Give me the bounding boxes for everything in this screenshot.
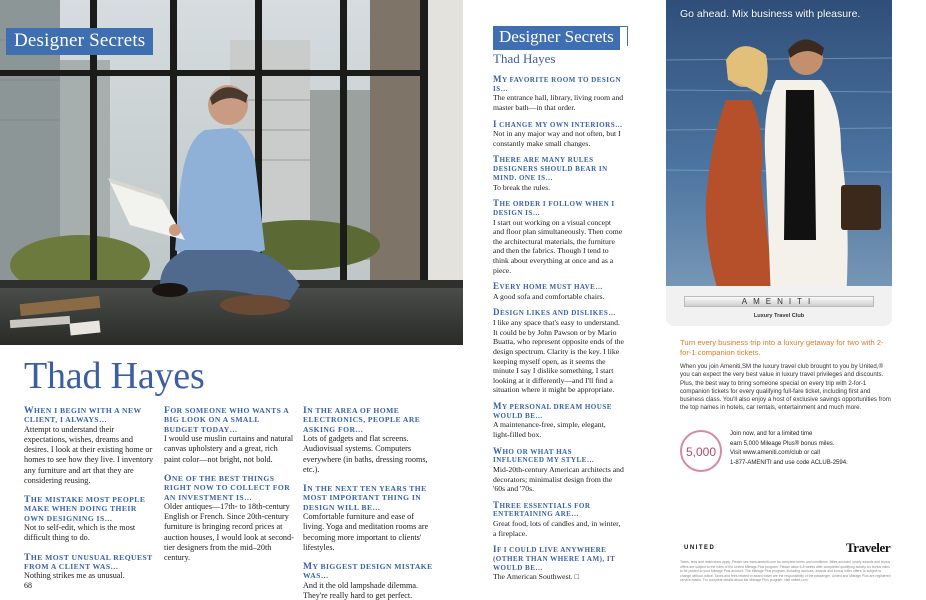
page-title: Thad Hayes bbox=[24, 355, 205, 397]
answer: I would use muslin curtains and natural canvas upholstery and a great, rich paint color—not bright, not bold. bbox=[164, 434, 294, 464]
answer: A maintenance-free, simple, elegant, light-filled box. bbox=[493, 420, 606, 439]
question: WHEN I BEGIN WITH A NEW CLIENT, I ALWAYS… bbox=[24, 405, 142, 425]
cta-line: Join now, and for a limited time bbox=[730, 431, 813, 437]
answer: Comfortable furniture and ease of living. Yoga and meditation rooms are becoming more important to clients' lifestyles. bbox=[303, 512, 429, 552]
question: MY FAVORITE ROOM TO DESIGN IS… bbox=[493, 74, 622, 93]
ad-headline: Go ahead. Mix business with pleasure. bbox=[680, 8, 861, 20]
bonus-miles-seal bbox=[680, 430, 722, 472]
question: THERE ARE MANY RULES DESIGNERS SHOULD BEAR IN MIND. ONE IS… bbox=[493, 154, 608, 182]
page-number: 68 bbox=[24, 581, 32, 590]
seal-number: 5,000 bbox=[685, 445, 717, 459]
answer: Attempt to understand their expectations, wishes, dreams and desires. I look at their existing home or homes to see how they live. I inventory any furniture and art that they are considering reusing. bbox=[24, 424, 154, 485]
page-subtitle: Thad Hayes bbox=[493, 51, 556, 66]
qa-column-right bbox=[493, 75, 624, 582]
section-badge: Designer Secrets bbox=[493, 26, 620, 50]
answer: Lots of gadgets and flat screens. Audiovisual systems. Computers everywhere (in baths, dressing rooms, etc.). bbox=[303, 434, 428, 474]
answer: The entrance hall, library, living room and master bath—in that order. bbox=[493, 93, 624, 112]
answer: A good sofa and comfortable chairs. bbox=[493, 291, 605, 301]
answer: I like any space that's easy to understand. It could be by John Pawson or by Mario Buatta, who represent opposite ends of the design spectrum. Clarity is the key. I like keeping myself open, as it seems the minute I say I dislike something, I start looking at it differently—and I'll find a situation where it might be appropriate. bbox=[493, 318, 624, 395]
question: DESIGN LIKES AND DISLIKES… bbox=[493, 307, 616, 318]
answer: Older antiques—17th- to 18th-century English or French. Since 20th-century furniture is bringing record prices at auction houses, I would look at second-tier designers from the mid–20th century. bbox=[164, 502, 294, 563]
qa-column-1 bbox=[24, 406, 158, 582]
badge-rule bbox=[615, 26, 628, 46]
section-badge: Designer Secrets bbox=[6, 28, 153, 55]
cta-line: earn 5,000 Mileage Plus® bonus miles. bbox=[730, 440, 835, 447]
qa-column-3 bbox=[303, 406, 436, 600]
ameniti-logo: AMENITI bbox=[684, 296, 874, 307]
ad-club-name: Luxury Travel Club bbox=[753, 313, 805, 319]
cta-line: 1-877-AMENITI and use code ACLUB-2594. bbox=[730, 459, 848, 466]
question: THE MOST UNUSUAL REQUEST FROM A CLIENT WAS… bbox=[24, 551, 153, 572]
question: MY PERSONAL DREAM HOUSE WOULD BE… bbox=[493, 400, 612, 420]
question: IF I COULD LIVE ANYWHERE (OTHER THAN WHERE I AM), IT WOULD BE… bbox=[493, 544, 616, 572]
answer: Not to self-edit, which is the most difficult thing to do. bbox=[24, 523, 136, 543]
traveler-logo: Traveler bbox=[846, 540, 891, 555]
ad-call-to-action bbox=[730, 430, 890, 468]
answer: Not in any major way and not often, but I constantly make small changes. bbox=[493, 129, 621, 148]
qa-column-2 bbox=[164, 406, 294, 563]
advertisement bbox=[666, 0, 926, 600]
question: ONE OF THE BEST THINGS RIGHT NOW TO COLLECT FOR AN INVESTMENT IS… bbox=[164, 472, 291, 502]
question: WHO OR WHAT HAS INFLUENCED MY STYLE… bbox=[493, 445, 595, 465]
question: THE ORDER I FOLLOW WHEN I DESIGN IS… bbox=[493, 198, 615, 217]
ad-tagline: Turn every business trip into a luxury getaway for two with 2-for-1 companion tickets. bbox=[680, 338, 884, 357]
ad-body-copy: When you join Ameniti,SM the luxury travel club brought to you by United,® you can expect the very best value in luxury travel privileges and discounts. Plus, the best way to bring someone special on every trip with 2-for-1 companion tickets for every qualifying full-fare ticket, including first and business class. You'll also enjoy a host of exclusive savings opportunities from the top names in hotels, car rentals, entertainment and much more. bbox=[680, 363, 891, 412]
answer: I start out working on a visual concept and floor plan simultaneously. Then come the architectural materials, the furniture and then the fabrics. Though I tend to think about everything at once and as a piece. bbox=[493, 217, 623, 275]
question: IN THE NEXT TEN YEARS THE MOST IMPORTANT THING IN DESIGN WILL BE… bbox=[303, 483, 427, 512]
cta-line: Visit www.ameniti.com/club or call bbox=[730, 450, 820, 456]
ad-fine-print: Taxes, fees and restrictions apply. Please see www.ameniti.com for complete terms and conditions. Miles accrued, yearly awards and bonus offers are subject to the rules of the United Mileage Plus program. Please allow 6-8 weeks after completed qualifying activity for bonus miles to be posted to your Mileage Plus account. The Mileage Plus program, including accruals, awards and bonus miles offers, is subject to change without notice. Taxes and fees related to award travel are the responsibility of the passenger. United and Mileage Plus are registered service marks. For complete details about the Mileage Plus program, visit united.com. bbox=[680, 560, 891, 583]
answer: The American Southwest. □ bbox=[493, 572, 580, 582]
question: FOR SOMEONE WHO WANTS A BIG LOOK ON A SMALL BUDGET TODAY… bbox=[164, 405, 289, 434]
ad-couple-photo bbox=[666, 0, 892, 300]
question: THE MISTAKE MOST PEOPLE MAKE WHEN DOING THEIR OWN DESIGNING IS… bbox=[24, 494, 146, 523]
question: EVERY HOME MUST HAVE… bbox=[493, 281, 603, 292]
question: MY BIGGEST DESIGN MISTAKE WAS… bbox=[303, 561, 433, 581]
answer: And it the old lampshade dilemma. They're really hard to get perfect. bbox=[303, 580, 419, 600]
united-logo: UNITED bbox=[684, 545, 716, 551]
question: THREE ESSENTIALS FOR ENTERTAINING ARE… bbox=[493, 499, 591, 519]
answer: Great food, lots of candles and, in winter, a fireplace. bbox=[493, 519, 621, 538]
answer: Mid-20th-century American architects and decorators; minimalist design from the '60s and '70s. bbox=[493, 464, 624, 494]
answer: Nothing strikes me as unusual. bbox=[24, 571, 125, 581]
question: IN THE AREA OF HOME ELECTRONICS, PEOPLE ARE ASKING FOR… bbox=[303, 405, 421, 434]
answer: To break the rules. bbox=[493, 182, 551, 192]
question: I CHANGE MY OWN INTERIORS… bbox=[493, 118, 623, 129]
